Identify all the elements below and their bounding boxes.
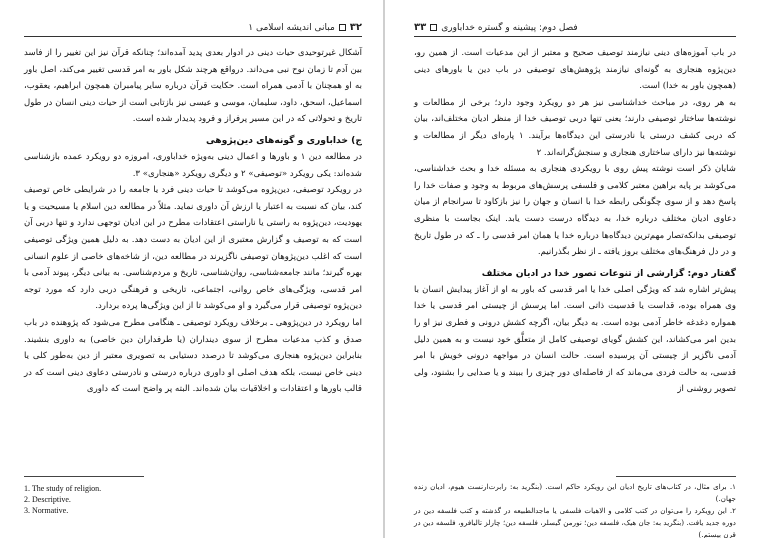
footnote: 1. The study of religion.	[24, 484, 102, 493]
footnote: 2. Descriptive.	[24, 495, 71, 504]
left-paragraph: در مطالعه دین ۱ و باورها و اعمال دینی به‌ویژه خداباوری، امروزه دو رویکرد عمده بازشناسی شده‌اند: یکی رویکرد «توصیفی» ۲ و دیگری رویکرد «هنجاری» ۳.	[24, 151, 363, 179]
left-paragraph: آشکال غیرتوحیدی حیات دینی در ادوار بعدی پدید آمده‌اند؛ چنانکه قرآن نیز این تغییر را از فاسد بین آدم تا زمان نوح نبی می‌داند. درواقع هرچند شکل باور به امر قدسی تغییر می‌کند، اصل باور به او همچنان با آدمی همراه است. حکایت قرآن درباره سایر پیامبران همچون ابراهیم، یعقوب، اسماعیل، اسحق، داود، سلیمان، موسی و عیسی نیز بازتابی است از حیات دینی انسان در طول تاریخ و تحولاتی که در این مسیر پرفراز و فرود پدیدار شده است.	[24, 48, 362, 125]
right-page	[384, 0, 768, 538]
left-running-title: مبانی اندیشه اسلامی ۱	[248, 23, 335, 33]
footnote: ۱. برای مثال، در کتاب‌های تاریخ ادیان این رویکرد حاکم است. (بنگرید به: رابرت‌ارنست هیوم، ادیان زنده جهان.)	[414, 482, 736, 503]
left-page-number: ۳۲	[349, 22, 362, 33]
left-section-heading: ج) خداباوری و گونه‌های دین‌پژوهی	[205, 134, 362, 146]
square-ornament-icon	[430, 24, 437, 31]
right-paragraph: شایان ذکر است نوشته پیش روی با رویکردی هنجاری به مسئله خدا و بحث خداشناسی، می‌کوشد بر پایه براهین معتبر کلامی و فلسفی پرسش‌های مربوط به وجود و صفات خدا را پاسخ دهد و از سوی چگونگی رابطه خدا با انسان و جهان را نیز بازکاود تا سرانجام از میان دعاوی ادیان مختلف درباره خدا، به دیدگاه درست دست یابد. اینک بجاست با منظری توصیفی بدانکه‌تصار مهم‌ترین دیدگاه‌ها درباره خدا یا همان امر قدسی را ـ که در طول تاریخ و در دل فرهنگ‌های مختلف بروز یافته ـ از نظر بگذرانیم.	[414, 164, 736, 258]
left-footnote-rule	[24, 476, 144, 477]
left-paragraph: اما رویکرد در دین‌پژوهی ـ برخلاف رویکرد توصیفی ـ هنگامی مطرح می‌شود که پژوهنده در باب صدق و کذب مدعیات مطرح از سوی دینداران (یا طرفداران دین خاصی) به داوری بنشیند. بنابراین دین‌پژوه هنجاری می‌کوشد تا درصدد دستیابی به تصویری معتبر از دین به‌طور کلی یا دینی خاص نیست، بلکه هدف اصلی او داوری درباره درستی و نادرستی دعاوی دینی است که در قالب باورها و اعتقادات و اخلاقیات بیان شده‌اند. البته پر واضح است که داوری	[24, 317, 362, 395]
left-paragraph: در رویکرد توصیفی، دین‌پژوه می‌کوشد تا حیات دینی فرد یا جامعه را در شرایطی خاص توصیف کند، بیان که نسبت به اعتبار یا ارزش آن داوری نماید. مثلاً در مطالعه دین اسلام یا مسیحیت و یا یهودیت، دین‌پژوه به راستی یا ناراستی اعتقادات مطرح در این ادیان توجهی ندارد و تنها دربی آن است که به توصیف و گزارش معتبری از این ادیان به دست دهد. به دلیل همین ویژگی توصیفی است که اغلب دین‌پژوهان توصیفی ناگزیرند در مطالعه دین، از شاخه‌های خاصی از علوم انسانی بهره گیرند؛ مانند جامعه‌شناسی، روان‌شناسی، تاریخ و مردم‌شناسی. به بیانی دیگر، پیوند آدمی با امر قدسی، ویژگی‌های خاص روانی، اجتماعی، تاریخی و فرهنگی دربی دارد که مورد توجه دین‌پژوه توصیفی قرار می‌گیرد و او می‌کوشد تا از این ویژگی‌ها پرده بردارد.	[24, 185, 362, 312]
square-ornament-icon	[339, 24, 346, 31]
footnote: ۲. این رویکرد را می‌توان در کتب کلامی و الاهیات فلسفی یا ماجدالطبیعه در گذشته و کتب فلسفه دین در دوره جدید یافت. (بنگرید به: جان هیک، فلسفه دین؛ نورمن گیسلر، فلسفه دین؛ چارلز تالیافرو، فلسفه دین در قرن بیستم.)	[414, 506, 736, 538]
right-footnotes	[414, 481, 736, 538]
right-page-header	[414, 22, 736, 33]
right-paragraph: پیش‌تر اشاره شد که ویژگی اصلی خدا یا امر قدسی که باور به او از آغاز پیدایش انسان با وی همراه بوده، قداست یا قدسیت ذاتی است. اما پرسش از چیستی امر قدسی یا خدا همواره دغدغه خاطر آدمی بوده است. به دیگر بیان، اگرچه کشش درونی و فطری نیز او را بدین امر می‌کشاند، این کشش گویای توصیفی کامل از متعلَّق خود نیست و به همین دلیل آدمی ناگزیر از چیستی آن پرسیده است. حالت انسان در مواجهه درونی خویش با امر قدسی، به حالت فردی می‌ماند که از فاصله‌ای دور چیزی را ببیند و یا صدایی را بشنود، ولی تصویر روشنی از	[414, 284, 736, 395]
right-paragraph: به هر روی، در مباحث خداشناسی نیز هر دو رویکرد وجود دارد؛ برخی از مطالعات و نوشته‌ها ساختار توصیفی دارند؛ یعنی تنها دربی توصیف خدا از منظر ادیان مختلف‌اند، بیان که دربی کشف درستی یا نادرستی این دیدگاه‌ها برآیند. ۱ پاره‌ای دیگر از مطالعات و نوشته‌ها نیز دارای ساختاری هنجاری و سنجش‌گرانه‌اند. ۲	[414, 97, 736, 158]
right-paragraph: در باب آموزه‌های دینی نیازمند توصیف صحیح و معتبر از این مدعیات است. از همین رو، دین‌پژوه هنجاری به گونه‌ای نیازمند پژوهش‌های توصیفی در باب دین یا باورهای دینی (همچون باور به خدا) است.	[414, 48, 736, 92]
right-running-title: فصل دوم: پیشینه و گستره خداباوری	[441, 23, 578, 33]
right-header-group	[414, 22, 578, 33]
right-page-number: ۳۳	[414, 22, 427, 33]
footnote: 3. Normative.	[24, 506, 69, 515]
right-header-rule	[414, 36, 736, 37]
right-section-heading: گفتار دوم: گزارشی از تنوعات تصور خدا در ادیان مختلف	[481, 267, 736, 279]
left-header-rule	[24, 36, 362, 37]
left-header-group	[248, 22, 362, 33]
left-footnotes	[24, 483, 101, 516]
right-footnote-rule	[616, 476, 736, 477]
left-page-header	[24, 22, 362, 33]
